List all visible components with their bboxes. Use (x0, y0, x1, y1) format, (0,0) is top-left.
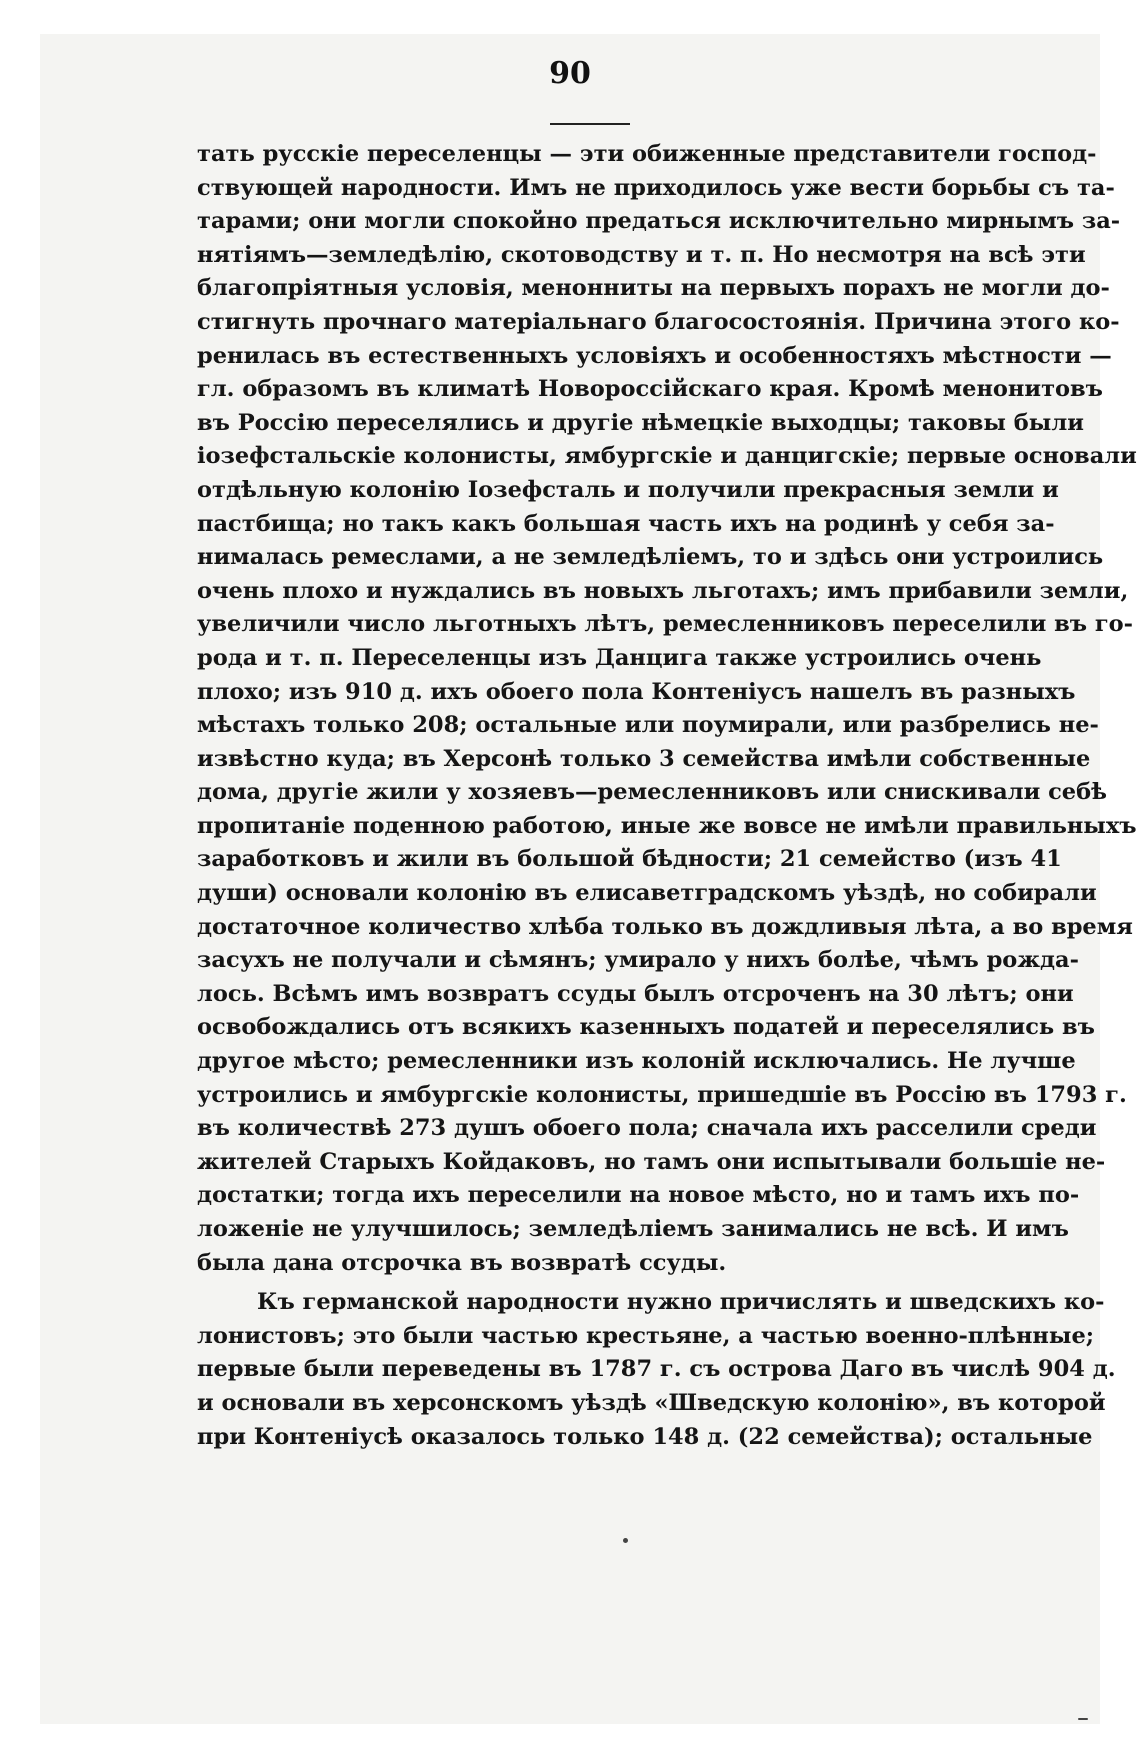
text-line: благопріятныя условія, менонниты на первыхъ порахъ не могли до- (197, 275, 1110, 302)
text-line: была дана отсрочка въ возвратѣ ссуды. (197, 1249, 727, 1276)
text-line: стигнуть прочнаго матеріальнаго благосостоянія. Причина этого ко- (197, 308, 1120, 335)
text-line: мѣстахъ только 208; остальные или поумирали, или разбрелись не- (197, 712, 1099, 739)
text-line: пастбища; но такъ какъ большая часть ихъ на родинѣ у себя за- (197, 510, 1055, 537)
text-line: нятіямъ—земледѣлію, скотоводству и т. п. Но несмотря на всѣ эти (197, 241, 1086, 268)
text-line: извѣстно куда; въ Херсонѣ только 3 семейства имѣли собственные (197, 745, 1091, 772)
text-line: первые были переведены въ 1787 г. съ острова Даго въ числѣ 904 д. (197, 1356, 1116, 1383)
paragraph (197, 138, 1137, 1280)
text-line: въ Россію переселялись и другіе нѣмецкіе выходцы; таковы были (197, 409, 1084, 436)
page-number-underline (550, 123, 630, 125)
text-line: плохо; изъ 910 д. ихъ обоего пола Контеніусъ нашелъ въ разныхъ (197, 678, 1076, 705)
text-line: заработковъ и жили въ большой бѣдности; 21 семейство (изъ 41 (197, 846, 1062, 873)
text-line: тать русскіе переселенцы — эти обиженные представители господ- (197, 141, 1097, 167)
text-line: души) основали колонію въ елисаветградскомъ уѣздѣ, но собирали (197, 880, 1097, 907)
text-line: Къ германской народности нужно причислять и шведскихъ ко- (257, 1289, 1105, 1316)
text-line: лонистовъ; это были частью крестьяне, а частью военно-плѣнные; (197, 1322, 1095, 1349)
text-line: увеличили число льготныхъ лѣтъ, ремесленниковъ переселили въ го- (197, 611, 1134, 638)
text-line: другое мѣсто; ремесленники изъ колоній исключались. Не лучше (197, 1048, 1076, 1075)
page-number: 90 (549, 56, 591, 91)
text-line: пропитаніе поденною работою, иные же вовсе не имѣли правильныхъ (197, 812, 1137, 839)
scan-speck (1078, 1718, 1088, 1720)
text-line: засухъ не получали и сѣмянъ; умирало у нихъ болѣе, чѣмъ рожда- (197, 947, 1079, 974)
body-text (197, 138, 1137, 1454)
text-line: нималась ремеслами, а не земледѣліемъ, то и здѣсь они устроились (197, 544, 1104, 571)
text-line: освобождались отъ всякихъ казенныхъ податей и переселялись въ (197, 1014, 1095, 1041)
text-line: при Контеніусѣ оказалось только 148 д. (22 семейства); остальные (197, 1423, 1093, 1450)
text-line: іозефстальскіе колонисты, ямбургскіе и данцигскіе; первые основали (197, 443, 1137, 470)
text-line: жителей Старыхъ Койдаковъ, но тамъ они испытывали большіе не- (197, 1148, 1106, 1175)
text-line: дома, другіе жили у хозяевъ—ремесленниковъ или снискивали себѣ (197, 779, 1107, 806)
text-line: ренилась въ естественныхъ условіяхъ и особенностяхъ мѣстности — (197, 342, 1112, 369)
paragraph (197, 1286, 1116, 1454)
text-line: гл. образомъ въ климатѣ Новороссійскаго края. Кромѣ менонитовъ (197, 376, 1103, 403)
text-line: отдѣльную колонію Іозефсталь и получили прекрасныя земли и (197, 476, 1059, 503)
text-line: тарами; они могли спокойно предаться исключительно мирнымъ за- (197, 208, 1121, 235)
text-line: достаточное количество хлѣба только въ дождливыя лѣта, а во время (197, 913, 1133, 940)
text-line: рода и т. п. Переселенцы изъ Данцига также устроились очень (197, 644, 1042, 671)
text-line: устроились и ямбургскіе колонисты, пришедшіе въ Россію въ 1793 г. (197, 1081, 1127, 1108)
scan-speck (623, 1538, 628, 1543)
text-line: ложеніе не улучшилось; земледѣліемъ занимались не всѣ. И имъ (197, 1216, 1069, 1242)
text-line: и основали въ херсонскомъ уѣздѣ «Шведскую колонію», въ которой (197, 1389, 1106, 1416)
text-line: въ количествѣ 273 душъ обоего пола; сначала ихъ расселили среди (197, 1115, 1097, 1142)
text-line: лось. Всѣмъ имъ возвратъ ссуды былъ отсроченъ на 30 лѣтъ; они (197, 980, 1074, 1007)
text-line: ствующей народности. Имъ не приходилось уже вести борьбы съ та- (197, 174, 1115, 201)
text-line: очень плохо и нуждались въ новыхъ льготахъ; имъ прибавили земли, (197, 577, 1129, 604)
text-line: достатки; тогда ихъ переселили на новое мѣсто, но и тамъ ихъ по- (197, 1182, 1080, 1209)
